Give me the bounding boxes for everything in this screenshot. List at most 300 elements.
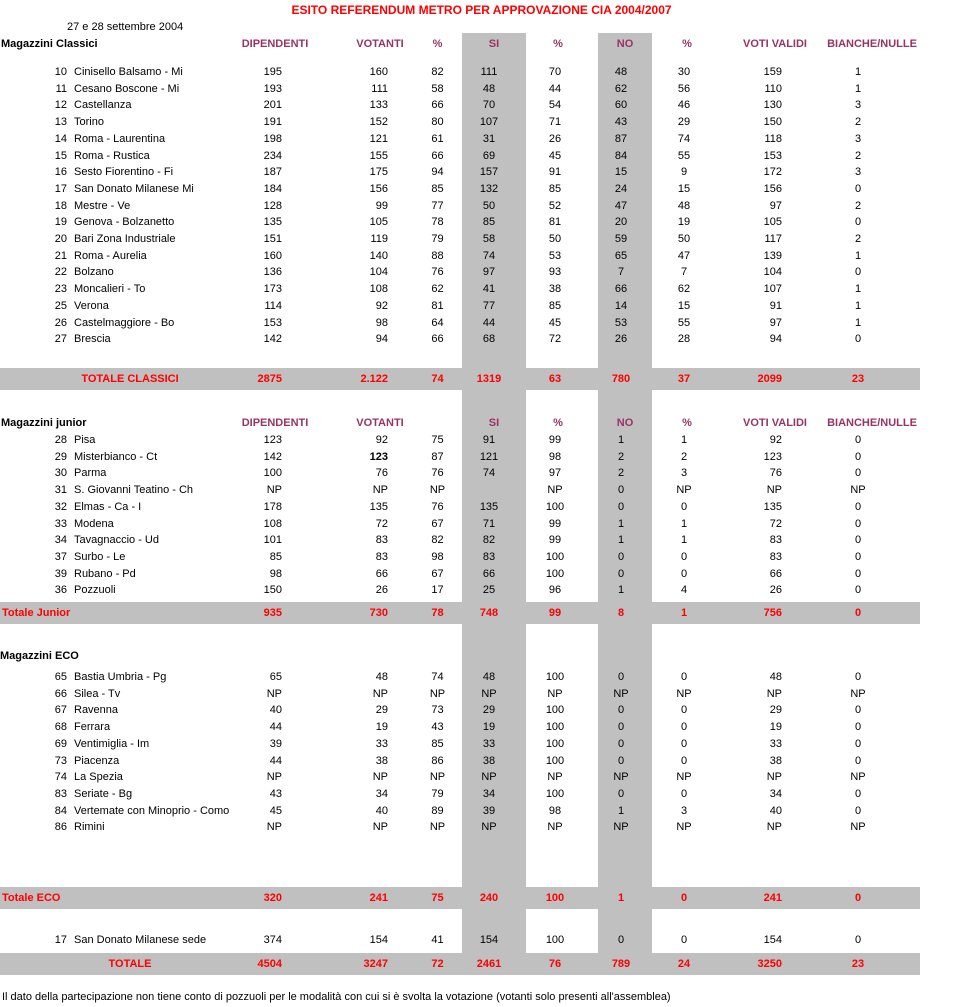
table-row	[0, 669, 963, 686]
cell-dipendenti: 101	[263, 534, 282, 547]
table-row	[0, 97, 963, 114]
cell-si: 1319	[476, 373, 502, 385]
table-row	[0, 114, 963, 131]
cell-dipendenti: 108	[263, 517, 282, 530]
cell-pct-votanti: 85	[431, 182, 444, 195]
cell-dipendenti: 65	[269, 671, 282, 683]
cell-voti-validi: 135	[763, 500, 782, 513]
cell-votanti: 155	[369, 149, 388, 162]
cell-dipendenti: DIPENDENTI	[241, 38, 309, 50]
cell-dipendenti: 40	[269, 704, 282, 717]
cell-voti-validi: 97	[769, 199, 782, 212]
section-header-row-junior	[0, 415, 963, 432]
cell-si: 31	[482, 132, 496, 145]
store-number: 20	[54, 233, 67, 245]
store-name: Modena	[74, 517, 114, 530]
cell-voti-validi: NP	[766, 771, 782, 784]
store-number: 12	[54, 99, 67, 112]
table-row	[0, 499, 963, 516]
table-row	[0, 81, 963, 98]
cell-pct-si: 38	[548, 283, 562, 296]
store-number: 66	[54, 687, 67, 700]
section-label: Magazzini ECO	[0, 650, 79, 662]
cell-bianche-nulle: 0	[854, 754, 862, 767]
cell-bianche-nulle: 0	[854, 737, 862, 750]
cell-pct-si: 71	[548, 116, 562, 129]
cell-no: 0	[617, 704, 625, 717]
cell-dipendenti: 44	[269, 721, 282, 734]
table-row	[0, 736, 963, 753]
cell-pct-votanti: 94	[431, 166, 444, 179]
cell-dipendenti: NP	[266, 484, 282, 497]
cell-pct-no: 55	[677, 149, 691, 162]
cell-votanti: 26	[375, 584, 388, 597]
cell-si: NP	[481, 771, 497, 784]
cell-voti-validi: 172	[763, 166, 782, 179]
cell-voti-validi: 83	[769, 550, 782, 563]
cell-bianche-nulle: 23	[851, 958, 865, 970]
store-name: Ferrara	[74, 721, 111, 734]
cell-pct-no: 50	[677, 233, 691, 245]
store-name: Rubano - Pd	[74, 567, 136, 580]
cell-pct-si: 99	[548, 434, 562, 446]
cell-pct-si: 99	[548, 607, 562, 619]
cell-pct-votanti: 67	[431, 567, 444, 580]
cell-pct-no: 0	[680, 500, 688, 513]
cell-voti-validi: NP	[766, 821, 782, 834]
cell-pct-votanti: 80	[431, 116, 444, 129]
cell-dipendenti: 201	[263, 99, 282, 112]
store-number: 14	[54, 132, 67, 145]
store-number: 30	[54, 467, 67, 480]
cell-voti-validi: 154	[763, 934, 782, 946]
cell-si: 121	[479, 450, 499, 463]
cell-no: 0	[617, 787, 625, 800]
store-name: Verona	[74, 299, 109, 312]
cell-si: 74	[482, 467, 496, 480]
cell-voti-validi: 66	[769, 567, 782, 580]
store-name: Roma - Rustica	[74, 149, 150, 162]
cell-pct-si: 72	[548, 333, 562, 346]
cell-no: 8	[617, 607, 625, 619]
cell-si: 69	[482, 149, 496, 162]
cell-dipendenti: 320	[263, 892, 282, 904]
cell-pct-si: 93	[548, 266, 562, 279]
cell-no: 789	[611, 958, 631, 970]
cell-pct-si: 81	[548, 216, 562, 229]
cell-si: 82	[482, 534, 496, 547]
cell-pct-no: 0	[680, 550, 688, 563]
cell-dipendenti: 153	[263, 316, 282, 329]
table-row	[0, 549, 963, 566]
store-name: San Donato Milanese Mi	[74, 182, 194, 195]
cell-votanti: 152	[369, 116, 388, 129]
cell-pct-no: NP	[676, 484, 692, 497]
cell-pct-si: 100	[545, 754, 565, 767]
cell-bianche-nulle: BIANCHE/NULLE	[827, 417, 917, 429]
cell-si: 107	[479, 116, 499, 129]
store-number: 86	[54, 821, 67, 834]
row-label	[0, 532, 240, 549]
store-number: 83	[54, 787, 67, 800]
cell-pct-votanti: 76	[431, 500, 444, 513]
total-label: TOTALE	[108, 958, 152, 970]
cell-si: 70	[482, 99, 496, 112]
cell-no: 1	[617, 584, 625, 597]
cell-voti-validi: 34	[769, 787, 782, 800]
table-row	[0, 281, 963, 298]
cell-votanti: 2.122	[360, 373, 388, 385]
cell-dipendenti: 178	[263, 500, 282, 513]
cell-voti-validi: 150	[763, 116, 782, 129]
store-number: 10	[54, 66, 67, 78]
table-row	[0, 214, 963, 231]
cell-no: 0	[617, 550, 625, 563]
store-name: Bastia Umbria - Pg	[74, 671, 167, 683]
cell-pct-votanti: 81	[431, 299, 444, 312]
cell-no: NP	[613, 771, 629, 784]
store-name: Castelmaggiore - Bo	[74, 316, 175, 329]
cell-pct-votanti: NP	[429, 771, 446, 784]
cell-pct-no: 62	[677, 283, 691, 296]
cell-voti-validi: 130	[763, 99, 782, 112]
store-number: 36	[54, 584, 67, 597]
row-label	[0, 198, 240, 215]
cell-pct-si: 98	[548, 450, 562, 463]
cell-pct-votanti: 62	[431, 283, 444, 296]
section-label: Magazzini junior	[1, 417, 87, 429]
cell-pct-no: 28	[677, 333, 691, 346]
store-number: 26	[54, 316, 67, 329]
cell-pct-si: NP	[547, 687, 563, 700]
cell-bianche-nulle: 0	[854, 787, 862, 800]
store-number: 73	[54, 754, 67, 767]
cell-votanti: 105	[369, 216, 388, 229]
store-number: 18	[54, 199, 67, 212]
cell-votanti: 99	[375, 199, 388, 212]
cell-bianche-nulle: 0	[854, 584, 862, 597]
store-number: 15	[54, 149, 67, 162]
store-number: 17	[54, 934, 67, 946]
row-label	[0, 769, 240, 786]
cell-pct-si: %	[553, 417, 563, 429]
cell-si: 71	[482, 517, 496, 530]
cell-bianche-nulle: 2	[854, 116, 862, 129]
cell-pct-votanti: 82	[431, 66, 444, 78]
cell-votanti: 123	[369, 450, 388, 463]
cell-votanti: 175	[369, 166, 388, 179]
cell-no: 53	[614, 316, 628, 329]
cell-bianche-nulle: 0	[854, 333, 862, 346]
cell-pct-votanti: %	[432, 38, 443, 50]
cell-no: 87	[614, 132, 628, 145]
row-label	[0, 298, 240, 315]
cell-votanti: VOTANTI	[356, 38, 404, 50]
cell-pct-no: 55	[677, 316, 691, 329]
cell-votanti: 121	[369, 132, 388, 145]
cell-pct-votanti: 79	[431, 233, 444, 245]
table-row	[0, 181, 963, 198]
cell-voti-validi: 2099	[757, 373, 782, 385]
cell-voti-validi: VOTI VALIDI	[743, 417, 807, 429]
cell-dipendenti: 4504	[257, 958, 282, 970]
store-number: 11	[55, 82, 67, 95]
cell-pct-si: 98	[548, 804, 562, 817]
row-label	[0, 932, 240, 949]
row-label	[0, 686, 240, 703]
cell-pct-si: NP	[547, 771, 563, 784]
cell-no: 2	[617, 450, 625, 463]
row-label	[0, 231, 240, 248]
cell-pct-no: %	[682, 38, 692, 50]
cell-bianche-nulle: 1	[854, 283, 862, 296]
cell-bianche-nulle: 1	[854, 82, 862, 95]
total-label: TOTALE CLASSICI	[81, 373, 179, 385]
cell-no: 62	[614, 82, 628, 95]
row-label	[0, 566, 240, 583]
cell-votanti: 38	[375, 754, 388, 767]
cell-dipendenti: 44	[269, 754, 282, 767]
row-label	[0, 97, 240, 114]
table-row	[0, 131, 963, 148]
store-number: 34	[54, 534, 67, 547]
store-name: Silea - Tv	[74, 687, 121, 700]
cell-bianche-nulle: 2	[854, 149, 862, 162]
cell-dipendenti: 142	[263, 450, 282, 463]
cell-votanti: NP	[372, 687, 388, 700]
row-label	[0, 81, 240, 98]
row-label	[0, 214, 240, 231]
cell-si: 97	[482, 266, 496, 279]
cell-no: 1	[617, 434, 625, 446]
cell-votanti: 111	[371, 82, 388, 95]
store-number: 67	[54, 704, 67, 717]
cell-bianche-nulle: NP	[850, 484, 866, 497]
cell-no: 65	[614, 249, 628, 262]
cell-votanti: 33	[375, 737, 388, 750]
cell-bianche-nulle: 0	[854, 704, 862, 717]
cell-pct-no: 15	[677, 182, 691, 195]
cell-votanti: 154	[369, 934, 388, 946]
cell-bianche-nulle: 0	[854, 467, 862, 480]
cell-pct-no: 0	[680, 721, 688, 734]
cell-dipendenti: 100	[263, 467, 282, 480]
cell-pct-si: 26	[548, 132, 562, 145]
cell-no: 20	[614, 216, 628, 229]
cell-pct-votanti: 73	[431, 704, 444, 717]
cell-voti-validi: 26	[769, 584, 782, 597]
cell-no: 47	[614, 199, 628, 212]
cell-pct-votanti: 66	[431, 333, 444, 346]
cell-pct-no: %	[682, 417, 692, 429]
table-row	[0, 819, 963, 836]
row-label	[0, 819, 240, 836]
cell-pct-no: 30	[677, 66, 691, 78]
cell-votanti: VOTANTI	[356, 417, 404, 429]
store-name: Cinisello Balsamo - Mi	[74, 66, 183, 78]
cell-votanti: 135	[369, 500, 388, 513]
cell-bianche-nulle: NP	[850, 821, 866, 834]
cell-dipendenti: 39	[269, 737, 282, 750]
cell-si: 33	[482, 737, 496, 750]
cell-dipendenti: 2875	[257, 373, 282, 385]
cell-votanti: 92	[375, 299, 388, 312]
cell-pct-votanti: 76	[431, 266, 444, 279]
cell-votanti: 119	[370, 233, 388, 245]
cell-pct-votanti: 78	[431, 216, 444, 229]
total-label: Totale Junior	[2, 607, 71, 619]
row-label	[0, 331, 240, 348]
cell-dipendenti: DIPENDENTI	[241, 417, 309, 429]
cell-pct-votanti: 86	[431, 754, 444, 767]
cell-bianche-nulle: 0	[854, 550, 862, 563]
cell-pct-si: 100	[545, 671, 565, 683]
cell-dipendenti: 128	[263, 199, 282, 212]
cell-si: 2461	[476, 958, 502, 970]
table-row	[0, 769, 963, 786]
row-label	[0, 482, 240, 499]
store-name: Cesano Boscone - Mi	[74, 82, 180, 95]
cell-pct-votanti: 66	[431, 99, 444, 112]
store-number: 25	[54, 299, 67, 312]
cell-no: 15	[614, 166, 628, 179]
cell-si: SI	[488, 38, 500, 50]
store-name: Roma - Aurelia	[74, 249, 147, 262]
cell-votanti: 730	[369, 607, 388, 619]
cell-pct-votanti: 85	[431, 737, 444, 750]
cell-pct-si: 100	[545, 550, 565, 563]
cell-pct-no: 0	[680, 567, 688, 580]
store-number: 65	[54, 671, 67, 683]
cell-no: 0	[617, 721, 625, 734]
cell-pct-votanti: 58	[431, 82, 444, 95]
store-name: La Spezia	[74, 771, 123, 784]
row-label	[0, 465, 240, 482]
store-name: Vertemate con Minoprio - Como	[74, 804, 230, 817]
cell-voti-validi: 76	[769, 467, 782, 480]
table-row	[0, 753, 963, 770]
cell-no: NP	[613, 821, 629, 834]
cell-votanti: 40	[375, 804, 388, 817]
table-row	[0, 449, 963, 466]
row-label	[0, 499, 240, 516]
store-name: Brescia	[74, 333, 111, 346]
cell-no: 0	[617, 484, 625, 497]
store-name: Ventimiglia - Im	[74, 737, 150, 750]
cell-pct-votanti: 67	[431, 517, 444, 530]
cell-pct-no: 7	[680, 266, 688, 279]
table-row	[0, 148, 963, 165]
cell-bianche-nulle: 0	[854, 567, 862, 580]
cell-dipendenti: 187	[263, 166, 282, 179]
store-name: Rimini	[74, 821, 105, 834]
cell-pct-no: 1	[680, 534, 688, 547]
table-row	[0, 298, 963, 315]
cell-dipendenti: 195	[263, 66, 282, 78]
cell-pct-si: %	[553, 38, 563, 50]
cell-pct-votanti: 82	[431, 534, 444, 547]
row-label	[0, 803, 240, 820]
table-row	[0, 315, 963, 332]
store-name: Bolzano	[74, 266, 114, 279]
cell-pct-si: NP	[547, 484, 563, 497]
cell-dipendenti: 173	[263, 283, 282, 296]
cell-voti-validi: 159	[763, 66, 782, 78]
cell-pct-votanti: 64	[431, 316, 444, 329]
row-label	[0, 736, 240, 753]
cell-pct-votanti: 87	[431, 450, 444, 463]
table-row	[0, 231, 963, 248]
cell-votanti: 76	[375, 467, 388, 480]
cell-bianche-nulle: 3	[854, 132, 862, 145]
table-row	[0, 248, 963, 265]
cell-si: 154	[479, 934, 499, 946]
row-label	[0, 432, 240, 449]
cell-pct-si: 44	[548, 82, 562, 95]
cell-si: 83	[482, 550, 496, 563]
cell-si: 38	[482, 754, 496, 767]
cell-no: 60	[614, 99, 628, 112]
cell-pct-votanti: 72	[431, 958, 444, 970]
cell-dipendenti: NP	[266, 821, 282, 834]
store-name: Mestre - Ve	[74, 199, 131, 212]
cell-votanti: 48	[375, 671, 388, 683]
store-name: Roma - Laurentina	[74, 132, 166, 145]
cell-bianche-nulle: 0	[854, 804, 862, 817]
cell-pct-si: 45	[548, 149, 562, 162]
cell-no: NO	[616, 38, 634, 50]
store-number: 33	[54, 517, 67, 530]
cell-pct-no: 0	[680, 737, 688, 750]
table-row	[0, 786, 963, 803]
store-name: Sesto Fiorentino - Fi	[74, 166, 174, 179]
store-name: Moncalieri - To	[74, 283, 146, 296]
cell-dipendenti: 935	[263, 607, 282, 619]
cell-si: 41	[482, 283, 496, 296]
row-label	[0, 64, 240, 81]
cell-voti-validi: 3250	[757, 958, 782, 970]
cell-pct-no: 1	[680, 607, 688, 619]
cell-no: 0	[617, 567, 625, 580]
table-row	[0, 932, 963, 949]
cell-dipendenti: 123	[263, 434, 282, 446]
store-name: Misterbianco - Ct	[74, 450, 158, 463]
cell-bianche-nulle: 2	[854, 233, 862, 245]
total-label: Totale ECO	[2, 892, 61, 904]
cell-pct-si: 63	[548, 373, 562, 385]
cell-voti-validi: 83	[769, 534, 782, 547]
cell-voti-validi: 29	[769, 704, 782, 717]
cell-si: 74	[482, 249, 496, 262]
row-label	[0, 264, 240, 281]
cell-voti-validi: 33	[769, 737, 782, 750]
cell-no: 1	[617, 534, 625, 547]
row-label	[0, 248, 240, 265]
cell-pct-si: 100	[545, 787, 565, 800]
row-label	[0, 582, 240, 599]
cell-voti-validi: 19	[769, 721, 782, 734]
cell-pct-votanti: NP	[429, 687, 446, 700]
store-number: 27	[54, 333, 67, 346]
cell-no: 2	[617, 467, 625, 480]
cell-bianche-nulle: 1	[854, 249, 862, 262]
cell-pct-no: 0	[680, 704, 688, 717]
cell-si: NP	[481, 687, 497, 700]
cell-no: 48	[614, 66, 628, 78]
cell-pct-no: 29	[677, 116, 691, 129]
cell-pct-si: 100	[545, 934, 565, 946]
cell-pct-votanti: 78	[431, 607, 444, 619]
